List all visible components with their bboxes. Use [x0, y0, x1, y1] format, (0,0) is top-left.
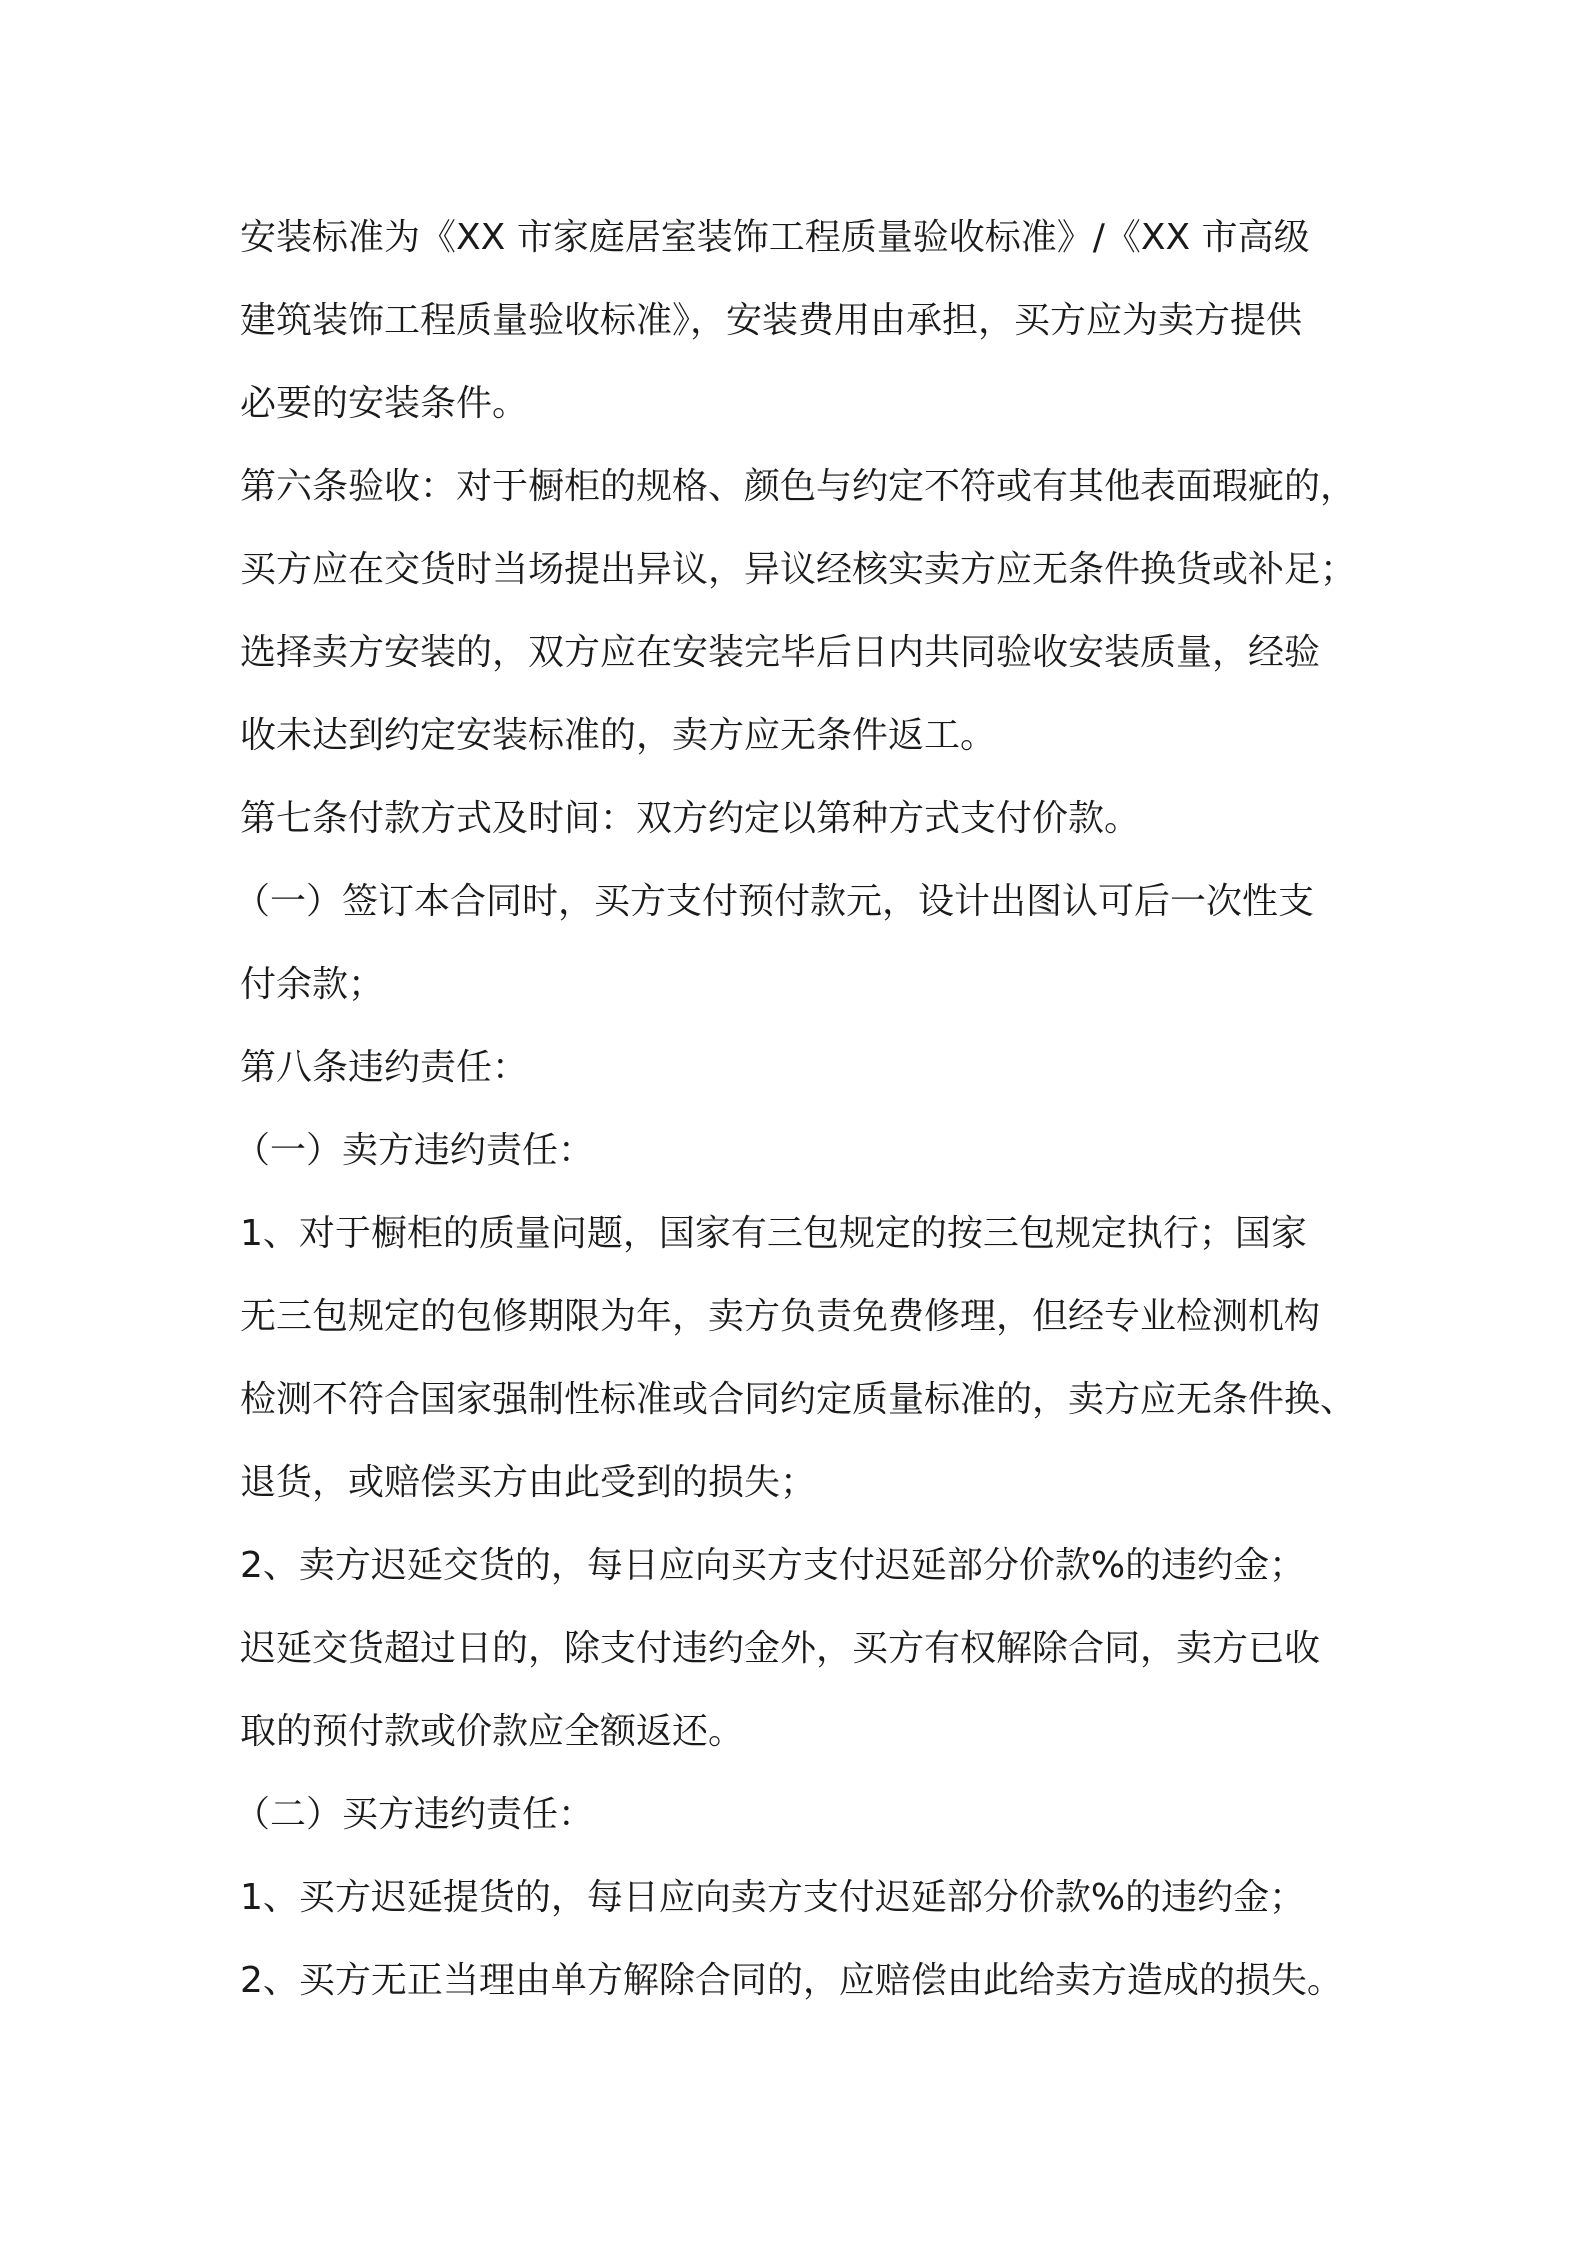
contract-text [234, 196, 1380, 2022]
text-line: 安装标准为《XX 市家庭居室装饰工程质量验收标准》/《XX 市高级 [240, 217, 1310, 258]
article-eight-heading-line: 第八条违约责任： [240, 1047, 529, 1088]
clause-item-1: （一）签订本合同时，买方支付预付款元，设计出图认可后一次性支 [234, 881, 1315, 922]
text-line: 收未达到约定安装标准的，卖方应无条件返工。 [240, 715, 997, 756]
text-line: 选择卖方安装的，双方应在安装完毕后日内共同验收安装质量，经验 [240, 632, 1321, 673]
text-line: 无三包规定的包修期限为年，卖方负责免费修理，但经专业检测机构 [240, 1296, 1321, 1337]
article-six-heading-line: 第六条验收：对于橱柜的规格、颜色与约定不符或有其他表面瑕疵的， [240, 466, 1357, 507]
text-line: 取的预付款或价款应全额返还。 [240, 1711, 745, 1752]
text-line: 1、买方迟延提货的，每日应向卖方支付迟延部分价款%的违约金； [240, 1877, 1306, 1918]
seller-liability-heading: （一）卖方违约责任： [234, 1130, 595, 1171]
buyer-liability-heading: （二）买方违约责任： [234, 1794, 595, 1835]
text-line: 必要的安装条件。 [240, 383, 529, 424]
article-seven-heading-line: 第七条付款方式及时间：双方约定以第种方式支付价款。 [240, 798, 1141, 839]
text-line: 建筑装饰工程质量验收标准》，安装费用由承担，买方应为卖方提供 [240, 300, 1303, 341]
text-line: 2、卖方迟延交货的，每日应向买方支付迟延部分价款%的违约金； [240, 1545, 1306, 1586]
text-line: 退货，或赔偿买方由此受到的损失； [240, 1462, 817, 1503]
text-line: 迟延交货超过日的，除支付违约金外，买方有权解除合同，卖方已收 [240, 1628, 1321, 1669]
text-line: 检测不符合国家强制性标准或合同约定质量标准的，卖方应无条件换、 [240, 1379, 1357, 1420]
text-line: 1、对于橱柜的质量问题，国家有三包规定的按三包规定执行；国家 [240, 1213, 1307, 1254]
text-line: 买方应在交货时当场提出异议，异议经核实卖方应无条件换货或补足； [240, 549, 1357, 590]
text-line: 付余款； [240, 964, 385, 1005]
text-line: 2、买方无正当理由单方解除合同的，应赔偿由此给卖方造成的损失。 [240, 1960, 1343, 2001]
